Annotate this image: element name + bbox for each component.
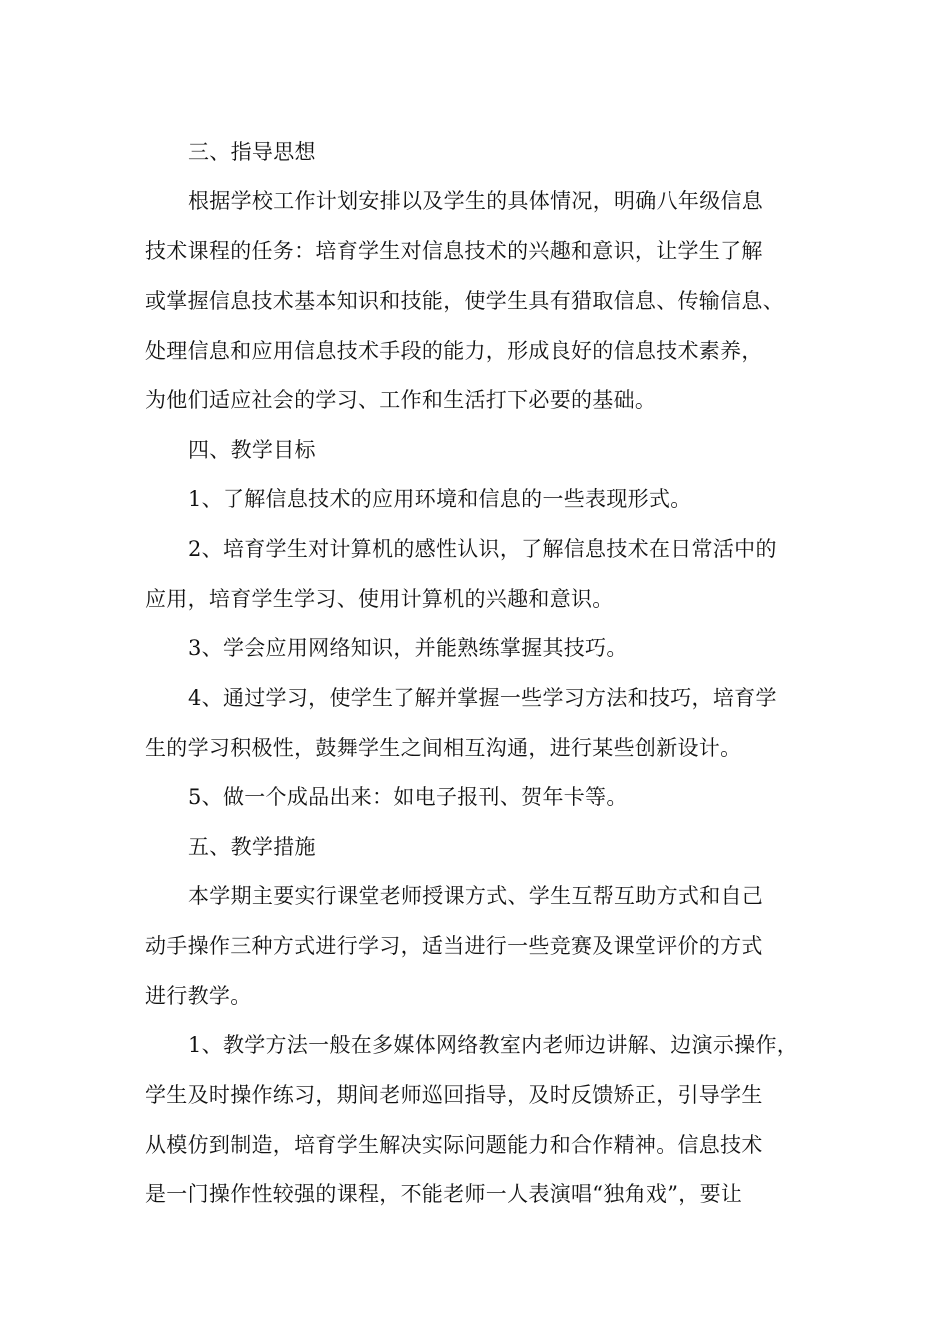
paragraph-line: 根据学校工作计划安排以及学生的具体情况，明确八年级信息: [188, 189, 764, 213]
list-item-measure-1: 1、教学方法一般在多媒体网络教室内老师边讲解、边演示操作，: [188, 1033, 799, 1057]
paragraph-line: 动手操作三种方式进行学习，适当进行一些竞赛及课堂评价的方式: [145, 934, 763, 958]
paragraph-line: 技术课程的任务：培育学生对信息技术的兴趣和意识，让学生了解: [145, 239, 763, 263]
paragraph-line: 从模仿到制造，培育学生解决实际问题能力和合作精神。信息技术: [145, 1133, 763, 1157]
section-heading-teaching-measures: 五、教学措施: [188, 835, 316, 859]
paragraph-line: 为他们适应社会的学习、工作和生活打下必要的基础。: [145, 388, 657, 412]
section-heading-guiding-ideology: 三、指导思想: [188, 140, 316, 164]
paragraph-line: 或掌握信息技术基本知识和技能，使学生具有猎取信息、传输信息、: [145, 289, 784, 313]
list-item-goal-2: 2、培育学生对计算机的感性认识，了解信息技术在日常活中的: [188, 537, 777, 561]
paragraph-line: 学生及时操作练习，期间老师巡回指导，及时反馈矫正，引导学生: [145, 1083, 763, 1107]
paragraph-line: 本学期主要实行课堂老师授课方式、学生互帮互助方式和自己: [188, 884, 764, 908]
paragraph-line: 生的学习积极性，鼓舞学生之间相互沟通，进行某些创新设计。: [145, 736, 742, 760]
list-item-goal-5: 5、做一个成品出来：如电子报刊、贺年卡等。: [188, 785, 628, 809]
paragraph-line: 是一门操作性较强的课程，不能老师一人表演唱“独角戏”，要让: [145, 1182, 743, 1206]
paragraph-line: 处理信息和应用信息技术手段的能力，形成良好的信息技术素养，: [145, 339, 763, 363]
list-item-goal-3: 3、学会应用网络知识，并能熟练掌握其技巧。: [188, 636, 628, 660]
section-heading-teaching-goals: 四、教学目标: [188, 438, 316, 462]
paragraph-line: 应用，培育学生学习、使用计算机的兴趣和意识。: [145, 587, 614, 611]
list-item-goal-1: 1、了解信息技术的应用环境和信息的一些表现形式。: [188, 487, 692, 511]
list-item-goal-4: 4、通过学习，使学生了解并掌握一些学习方法和技巧，培育学: [188, 686, 777, 710]
paragraph-line: 进行教学。: [145, 984, 252, 1008]
